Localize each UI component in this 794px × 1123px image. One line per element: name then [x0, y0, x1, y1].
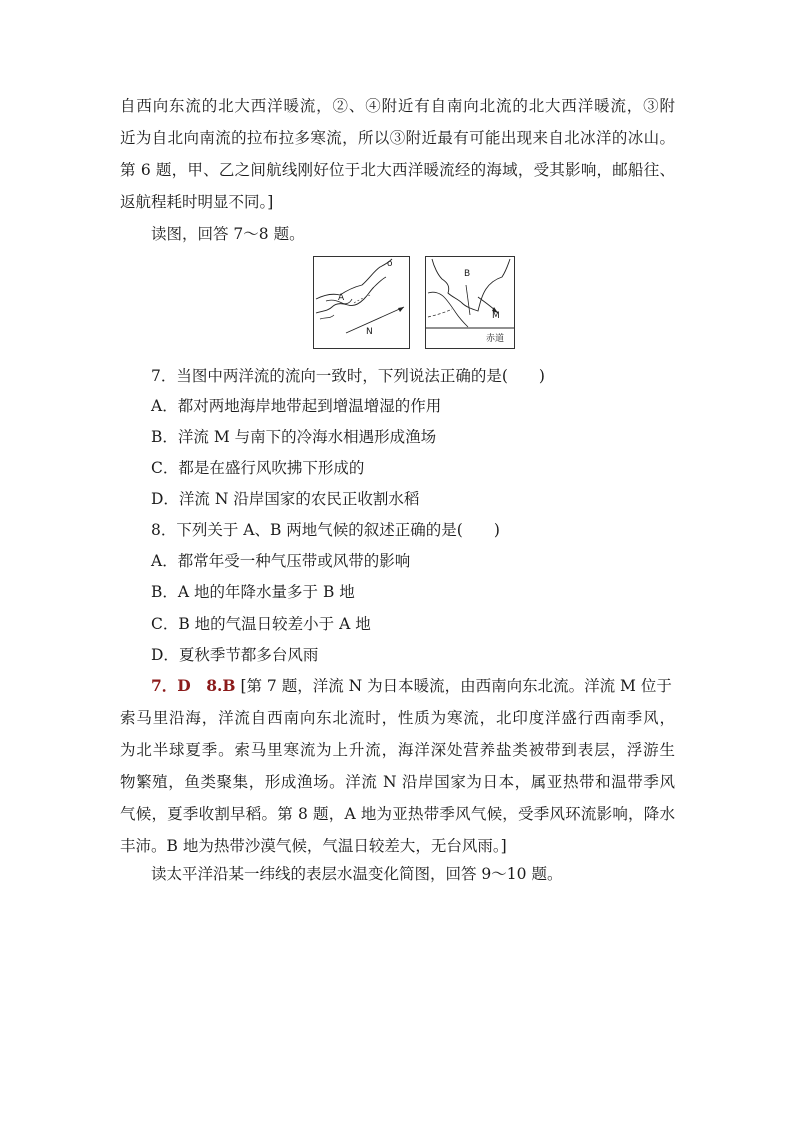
answer-7-8-line-1 [151, 676, 676, 696]
answer-7-8-line-4: 物繁殖，鱼类聚集，形成渔场。洋流 N 沿岸国家为日本，属亚热带和温带季风 [120, 773, 675, 791]
q8-option-d: D．夏秋季节都多台风雨 [151, 646, 319, 664]
map-right-label-m: M [492, 311, 500, 321]
q7-option-b: B．洋流 M 与南下的冷海水相遇形成渔场 [151, 428, 437, 446]
q7-option-a: A．都对两地海岸地带起到增温增湿的作用 [151, 397, 442, 415]
map-right [425, 256, 515, 349]
map-left-label-n: N [366, 327, 373, 337]
map-right-label-b: B [464, 269, 471, 279]
explanation-line-3: 第 6 题，甲、乙之间航线刚好位于北大西洋暖流经的海域，受其影响，邮船往、 [120, 161, 675, 179]
q8-option-b: B．A 地的年降水量多于 B 地 [151, 583, 355, 601]
intro-7-8: 读图，回答 7～8 题。 [151, 225, 305, 243]
map-left-small-label: o [387, 259, 393, 269]
map-left-drawing [314, 257, 409, 348]
q8-option-a: A．都常年受一种气压带或风带的影响 [151, 552, 411, 570]
explanation-line-1: 自西向东流的北大西洋暖流，②、④附近有自南向北流的北大西洋暖流，③附 [120, 97, 675, 115]
answer-7-8-line-6: 丰沛。B 地为热带沙漠气候，气温日较差大，无台风雨。] [120, 837, 507, 855]
map-left-label-a: A [338, 293, 345, 303]
explanation-line-4: 返航程耗时明显不同。] [120, 193, 274, 211]
intro-9-10: 读太平洋沿某一纬线的表层水温变化简图，回答 9～10 题。 [151, 865, 563, 883]
answer-7-8-line-3: 为北半球夏季。索马里寒流为上升流，海洋深处营养盐类被带到表层，浮游生 [120, 741, 675, 759]
q8-stem: 8．下列关于 A、B 两地气候的叙述正确的是( ) [151, 521, 500, 539]
explanation-line-2: 近为自北向南流的拉布拉多寒流，所以③附近最有可能出现来自北冰洋的冰山。 [120, 129, 675, 147]
answer-7-8-text-1: [第 7 题，洋流 N 为日本暖流，由西南向东北流。洋流 M 位于 [240, 677, 672, 695]
map-right-label-equator: 赤道 [486, 334, 505, 344]
q7-stem: 7．当图中两洋流的流向一致时，下列说法正确的是( ) [151, 367, 545, 385]
map-left [313, 256, 410, 349]
answer-7-8-line-5: 气候，夏季收割早稻。第 8 题，A 地为亚热带季风气候，受季风环流影响，降水 [120, 805, 675, 823]
q8-option-c: C．B 地的气温日较差小于 A 地 [151, 615, 371, 633]
q7-option-d: D．洋流 N 沿岸国家的农民正收割水稻 [151, 490, 420, 508]
q7-option-c: C．都是在盛行风吹拂下形成的 [151, 459, 365, 477]
answer-7-8-head: 7．D 8.B [151, 676, 236, 695]
answer-7-8-line-2: 索马里沿海，洋流自西南向东北流时，性质为寒流，北印度洋盛行西南季风， [120, 709, 675, 727]
